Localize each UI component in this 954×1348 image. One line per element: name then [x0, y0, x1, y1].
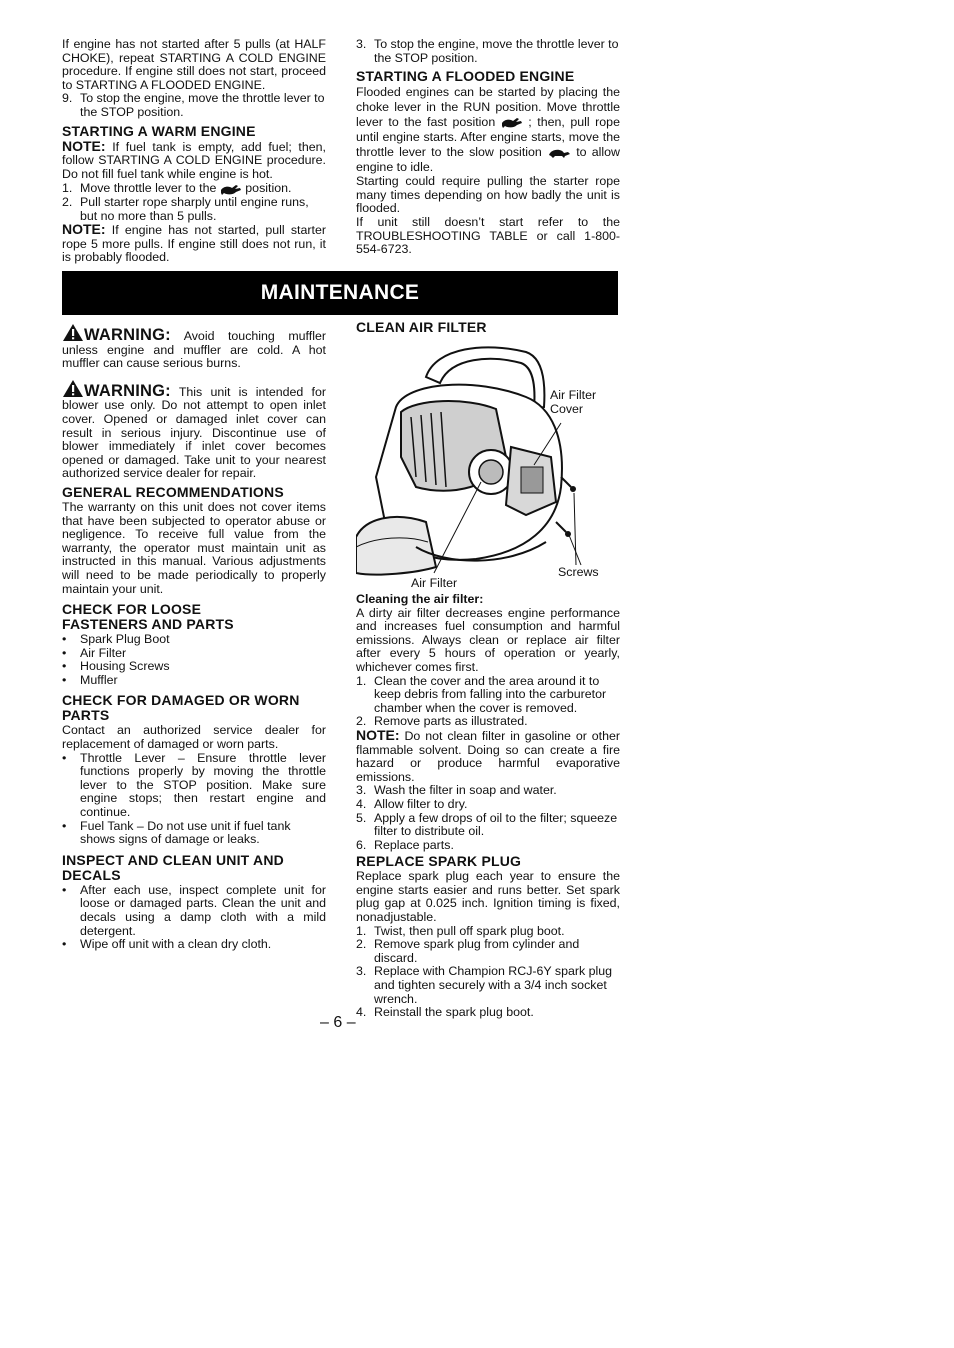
rabbit-fast-icon [220, 183, 242, 196]
warm-engine-heading: STARTING A WARM ENGINE [62, 122, 256, 139]
maintenance-left-column [62, 323, 326, 952]
inspect-heading: INSPECT AND CLEAN UNIT AND DECALS [62, 851, 284, 883]
intro-paragraph: If engine has not started after 5 pulls (at HALF CHOKE), repeat STARTING A COLD ENGINE procedure. If engine still does not start, proceed to STARTING A FLOODED ENGINE. [62, 37, 326, 92]
cleaning-title: Cleaning the air filter: [356, 592, 484, 606]
list-item: • Wipe off unit with a clean dry cloth. [62, 937, 272, 952]
step-9: 9. To stop the engine, move the throttle lever to the STOP position. [62, 91, 325, 119]
page-number: – 6 – [320, 1014, 356, 1031]
maintenance-right-column [356, 316, 620, 1020]
turtle-slow-icon [547, 147, 571, 159]
spark-plug-steps [356, 925, 620, 1020]
stop-step-list [356, 38, 620, 65]
list-item: 4. Reinstall the spark plug boot. [356, 1005, 534, 1020]
right-top-column [356, 38, 620, 257]
cleaning-note: NOTE: Do not clean filter in gasoline or other flammable solvent. Doing so can create a fire hazard or produce harmful evaporative emissions. [356, 726, 620, 784]
list-item: 6. Replace parts. [356, 837, 454, 852]
list-item: • Muffler [62, 672, 118, 687]
warning-2: WARNING: This unit is intended for blower use only. Do not attempt to open inlet cover. Opened or damaged inlet cover can result in serious injury. Discontinue use of blower immediately if inlet cover becomes opened or damaged. Take unit to your nearest authorized service dealer for repair. [62, 379, 326, 481]
inspect-list [62, 884, 326, 952]
step-3: 3. To stop the engine, move the throttle lever to the STOP position. [356, 37, 619, 65]
list-item: • Fuel Tank – Do not use unit if fuel tank shows signs of damage or leaks. [62, 818, 291, 847]
figure-label-screws: Screws [558, 565, 599, 579]
list-item: 5. Apply a few drops of oil to the filter; squeeze filter to distribute oil. [356, 810, 618, 839]
loose-parts-list [62, 633, 326, 687]
clean-air-filter-heading: CLEAN AIR FILTER [356, 319, 487, 335]
list-item: • Housing Screws [62, 659, 170, 674]
step-list [62, 92, 326, 119]
list-item: 1. Clean the cover and the area around it to keep debris from falling into the carburetor chamber when the cover is removed. [356, 673, 607, 715]
warm-note: NOTE: If fuel tank is empty, add fuel; then, follow STARTING A COLD ENGINE procedure. Do not fill fuel tank while engine is hot. [62, 137, 326, 181]
list-item: • Air Filter [62, 645, 127, 660]
damaged-parts-list [62, 752, 326, 847]
blower-engine-illustration [356, 337, 620, 579]
left-top-column [62, 38, 326, 265]
warning-triangle-icon [62, 323, 84, 342]
warm-step-1: 1. Move throttle lever to the position. [62, 181, 292, 196]
rabbit-fast-icon [501, 116, 523, 129]
flooded-engine-heading: STARTING A FLOODED ENGINE [356, 68, 575, 85]
figure-label-air-filter: Air Filter [411, 576, 458, 590]
list-item: 3. Replace with Champion RCJ-6Y spark plug and tighten securely with a 3/4 inch socket wrench. [356, 964, 613, 1006]
maintenance-banner [62, 271, 618, 315]
damaged-parts-text: Contact an authorized service dealer for replacement of damaged or worn parts. [62, 723, 326, 752]
general-recommendations-text: The warranty on this unit does not cover items that have been subjected to operator abuse or negligence. To receive full value from the warranty, the operator must maintain unit as instructed in this manual. Various adjustments will need to be made periodically to properly maintain your unit. [62, 499, 326, 596]
figure-label-cover: Air Filter Cover [550, 388, 597, 416]
flooded-paragraph-1: Flooded engines can be started by placing the choke lever in the RUN position. Move throttle lever to the fast position ; then, pull rope until engine starts. After engine starts, move the throttle lever to the slow position to allow engine to idle. [356, 85, 620, 175]
loose-fasteners-heading: CHECK FOR LOOSE FASTENERS AND PARTS [62, 601, 234, 633]
spark-plug-text: Replace spark plug each year to ensure the engine starts easier and runs better. Set spark plug gap at 0.025 inch. Ignition timing is fixed, nonadjustable. [356, 869, 620, 925]
list-item: • Spark Plug Boot [62, 632, 170, 647]
list-item: 2. Remove spark plug from cylinder and discard. [356, 937, 580, 965]
list-item: • Throttle Lever – Ensure throttle lever functions properly by moving the throttle lever to the STOP position. Make sure engine stops; then restart engine and continue. [62, 750, 326, 820]
cleaning-steps-b [356, 784, 620, 852]
warm-steps [62, 182, 326, 223]
warm-note-2: NOTE: If engine has not started, pull starter rope 5 more pulls. If engine still does not run, it is probably flooded. [62, 221, 326, 265]
flooded-paragraph-3: If unit still doesn’t start refer to the TROUBLESHOOTING TABLE or call 1-800-554-6723. [356, 214, 620, 257]
air-filter-illustration [356, 337, 620, 590]
flooded-paragraph-2: Starting could require pulling the starter rope many times depending on how badly the unit is flooded. [356, 174, 620, 216]
list-item: 3. Wash the filter in soap and water. [356, 783, 557, 798]
damaged-parts-heading: CHECK FOR DAMAGED OR WORN PARTS [62, 692, 300, 724]
maintenance-title: MAINTENANCE [260, 281, 420, 304]
list-item: 2. Remove parts as illustrated. [356, 714, 528, 729]
list-item: 1. Twist, then pull off spark plug boot. [356, 923, 565, 938]
list-item: 4. Allow filter to dry. [356, 796, 468, 811]
list-item: • After each use, inspect complete unit for loose or damaged parts. Clean the unit and decals using a damp cloth with a mild detergent. [62, 882, 326, 938]
warm-step-2: 2. Pull starter rope sharply until engine runs, but no more than 5 pulls. [62, 194, 309, 223]
spark-plug-heading: REPLACE SPARK PLUG [356, 853, 522, 870]
cleaning-text: A dirty air filter decreases engine performance and increases fuel consumption and harmful emissions. Always clean or replace air filter after every 5 hours of operation or yearly, whichever comes first. [356, 605, 620, 674]
warning-triangle-icon [62, 379, 84, 398]
cleaning-steps-a [356, 675, 620, 729]
warning-1: WARNING: Avoid touching muffler unless engine and muffler are cold. A hot muffler can cause serious burns. [62, 323, 326, 371]
general-recommendations-heading: GENERAL RECOMMENDATIONS [62, 483, 284, 500]
